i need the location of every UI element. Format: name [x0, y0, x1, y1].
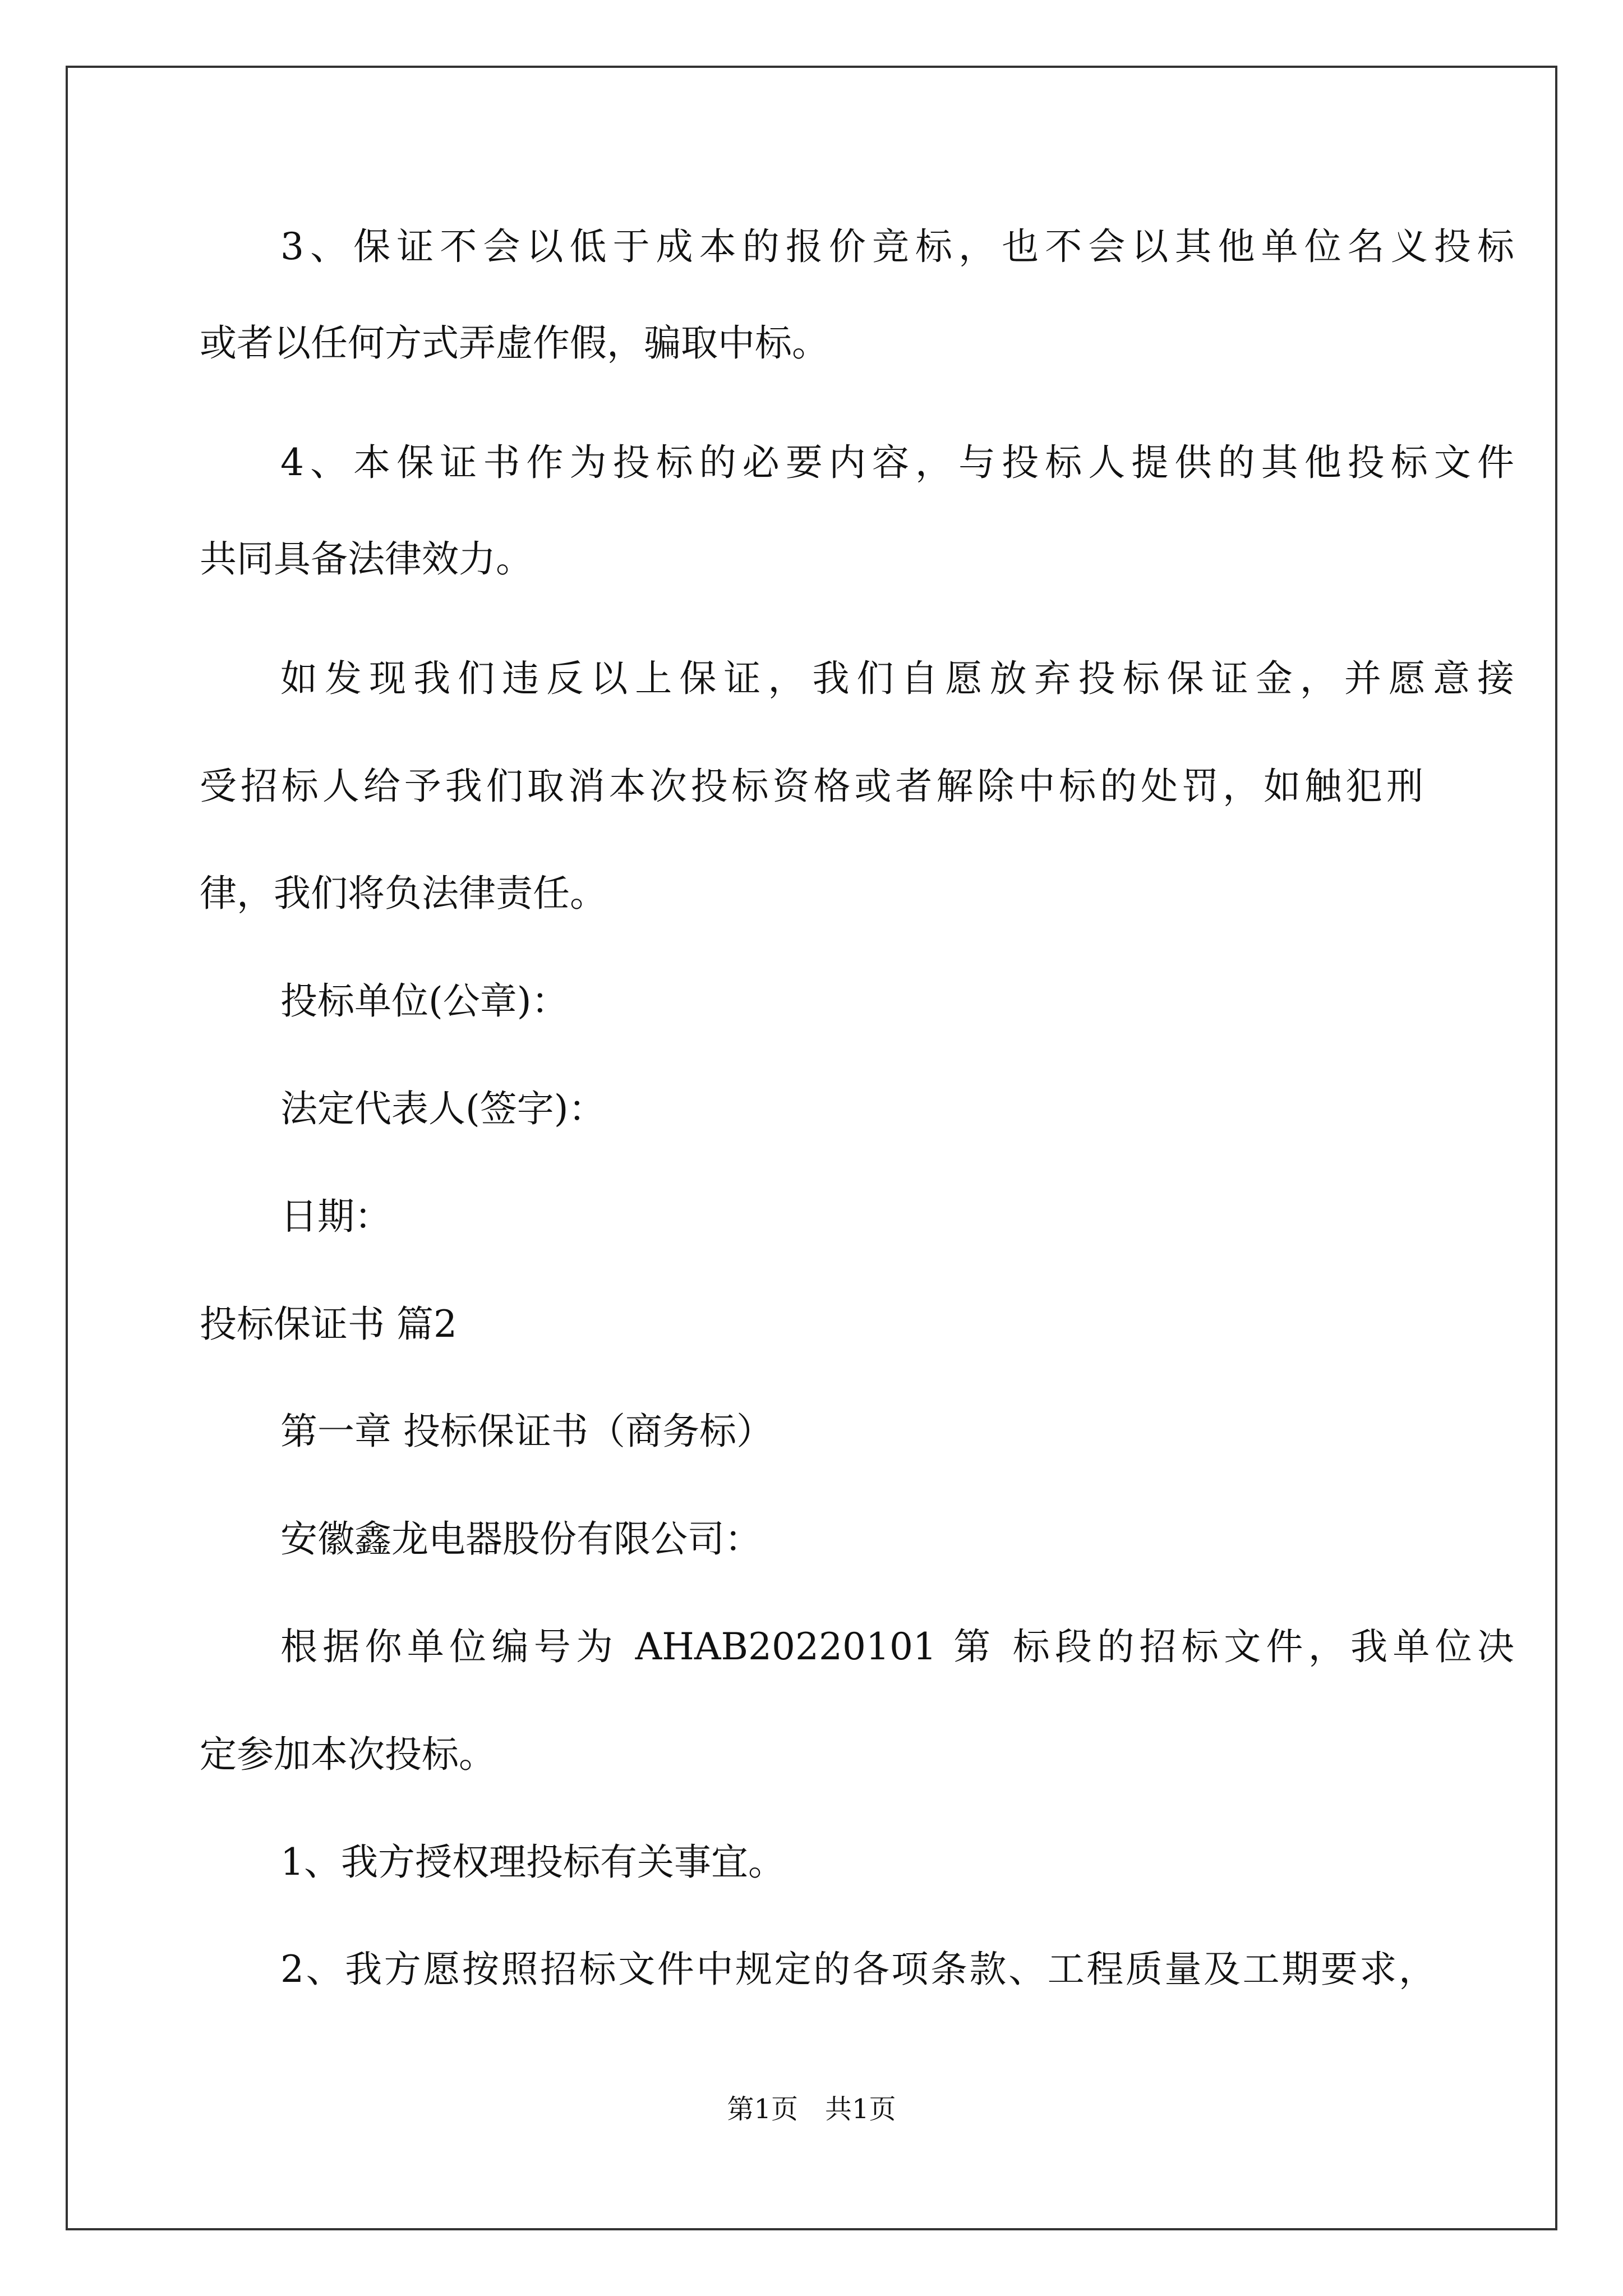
text-line: 3、保证不会以低于成本的报价竞标，也不会以其他单位名义投标 — [280, 225, 1514, 268]
signature-field-label: 投标单位(公章)： — [280, 979, 569, 1023]
addressee: 安徽鑫龙电器股份有限公司： — [280, 1517, 762, 1561]
page-border — [66, 66, 1557, 2230]
page-footer: 第1页 共1页 — [727, 2093, 896, 2125]
date-field-label: 日期： — [280, 1195, 391, 1238]
text-line: 定参加本次投标。 — [200, 1733, 496, 1776]
section-heading: 投标保证书 篇2 — [200, 1303, 457, 1346]
text-line: 共同具备法律效力。 — [200, 537, 533, 581]
text-line: 2、我方愿按照招标文件中规定的各项条款、工程质量及工期要求， — [280, 1948, 1436, 1991]
text-line: 律，我们将负法律责任。 — [200, 872, 607, 915]
signature-field-label: 法定代表人(签字)： — [280, 1087, 606, 1130]
text-line: 根据你单位编号为 AHAB20220101 第 标段的招标文件，我单位决 — [280, 1625, 1514, 1668]
chapter-title: 第一章 投标保证书（商务标） — [280, 1410, 773, 1453]
text-line: 受招标人给予我们取消本次投标资格或者解除中标的处罚，如触犯刑 — [200, 765, 1423, 808]
text-line: 4、本保证书作为投标的必要内容，与投标人提供的其他投标文件 — [280, 441, 1514, 484]
text-line: 如发现我们违反以上保证，我们自愿放弃投标保证金，并愿意接 — [280, 657, 1514, 700]
text-line: 1、我方授权理投标有关事宜。 — [280, 1841, 785, 1884]
text-line: 或者以任何方式弄虚作假，骗取中标。 — [200, 321, 829, 365]
